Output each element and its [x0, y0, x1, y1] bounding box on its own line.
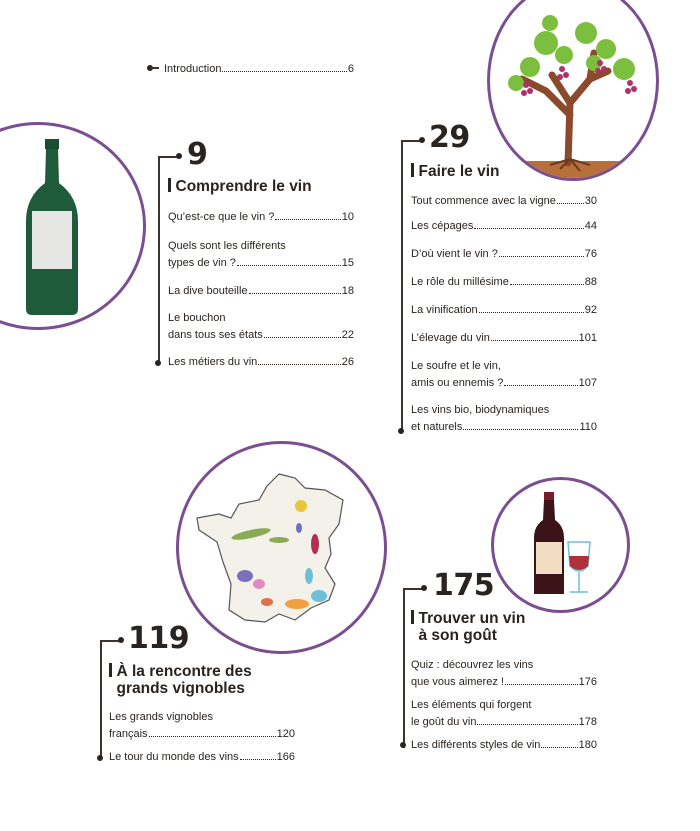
- toc-entry[interactable]: Le bouchon dans tous ses états 22: [168, 312, 354, 341]
- section175-dot: [421, 585, 427, 591]
- toc-entry[interactable]: Les cépages 44: [411, 220, 597, 232]
- section119-end-dot: [97, 755, 103, 761]
- intro-page: 6: [347, 63, 354, 75]
- bottle-and-glass-icon: [494, 480, 627, 610]
- section175-tick: [403, 588, 423, 590]
- section29-rule: [401, 140, 403, 432]
- intro-label: Introduction: [164, 63, 222, 75]
- section29-number: 29: [429, 120, 470, 155]
- toc-entry[interactable]: Le soufre et le vin, amis ou ennemis ? 107: [411, 360, 597, 389]
- section9-rule: [158, 156, 160, 364]
- section29-end-dot: [398, 428, 404, 434]
- toc-entry[interactable]: Les différents styles de vin 180: [411, 739, 597, 751]
- toc-entry[interactable]: L’élevage du vin 101: [411, 332, 597, 344]
- section9-dot: [176, 153, 182, 159]
- toc-entry[interactable]: La dive bouteille 18: [168, 285, 354, 297]
- bottle-glass-circle: [491, 477, 630, 613]
- toc-entry[interactable]: D’où vient le vin ? 76: [411, 248, 597, 260]
- section9-number: 9: [187, 137, 208, 172]
- section119-tick: [100, 640, 120, 642]
- section119-title[interactable]: À la rencontre des grands vignobles: [109, 663, 252, 697]
- toc-entry[interactable]: Le tour du monde des vins 166: [109, 751, 295, 763]
- section175-end-dot: [400, 742, 406, 748]
- toc-entry[interactable]: Les vins bio, biodynamiques et naturels 110: [411, 404, 597, 433]
- toc-entry[interactable]: Tout commence avec la vigne 30: [411, 195, 597, 207]
- section175-rule: [403, 588, 405, 748]
- vine-circle: [487, 0, 659, 181]
- section119-rule: [100, 640, 102, 760]
- section9-title[interactable]: Comprendre le vin: [168, 178, 312, 195]
- section119-number: 119: [128, 621, 190, 656]
- toc-entry[interactable]: Quels sont les différents types de vin ? 15: [168, 240, 354, 269]
- section175-number: 175: [433, 568, 495, 603]
- map-circle: [176, 441, 387, 654]
- toc-entry[interactable]: Les éléments qui forgent le goût du vin 178: [411, 699, 597, 728]
- toc-entry[interactable]: Le rôle du millésime 88: [411, 276, 597, 288]
- section29-dot: [419, 137, 425, 143]
- section29-title[interactable]: Faire le vin: [411, 163, 499, 180]
- france-vineyard-map-icon: [179, 444, 384, 651]
- toc-entry[interactable]: La vinification 92: [411, 304, 597, 316]
- section119-dot: [118, 637, 124, 643]
- grapevine-tree-icon: [490, 0, 656, 178]
- wine-bottle-icon: [0, 125, 143, 327]
- intro-connector: [150, 67, 159, 69]
- section175-title[interactable]: Trouver un vin à son goût: [411, 610, 525, 644]
- toc-entry[interactable]: Qu’est-ce que le vin ? 10: [168, 211, 354, 223]
- toc-entry[interactable]: Quiz : découvrez les vins que vous aimerez ! 176: [411, 659, 597, 688]
- intro-entry[interactable]: [164, 61, 354, 78]
- section29-tick: [401, 140, 421, 142]
- section9-tick: [158, 156, 178, 158]
- section9-end-dot: [155, 360, 161, 366]
- toc-entry[interactable]: Les métiers du vin 26: [168, 356, 354, 368]
- bottle-circle: [0, 122, 146, 330]
- toc-entry[interactable]: Les grands vignobles français 120: [109, 711, 295, 740]
